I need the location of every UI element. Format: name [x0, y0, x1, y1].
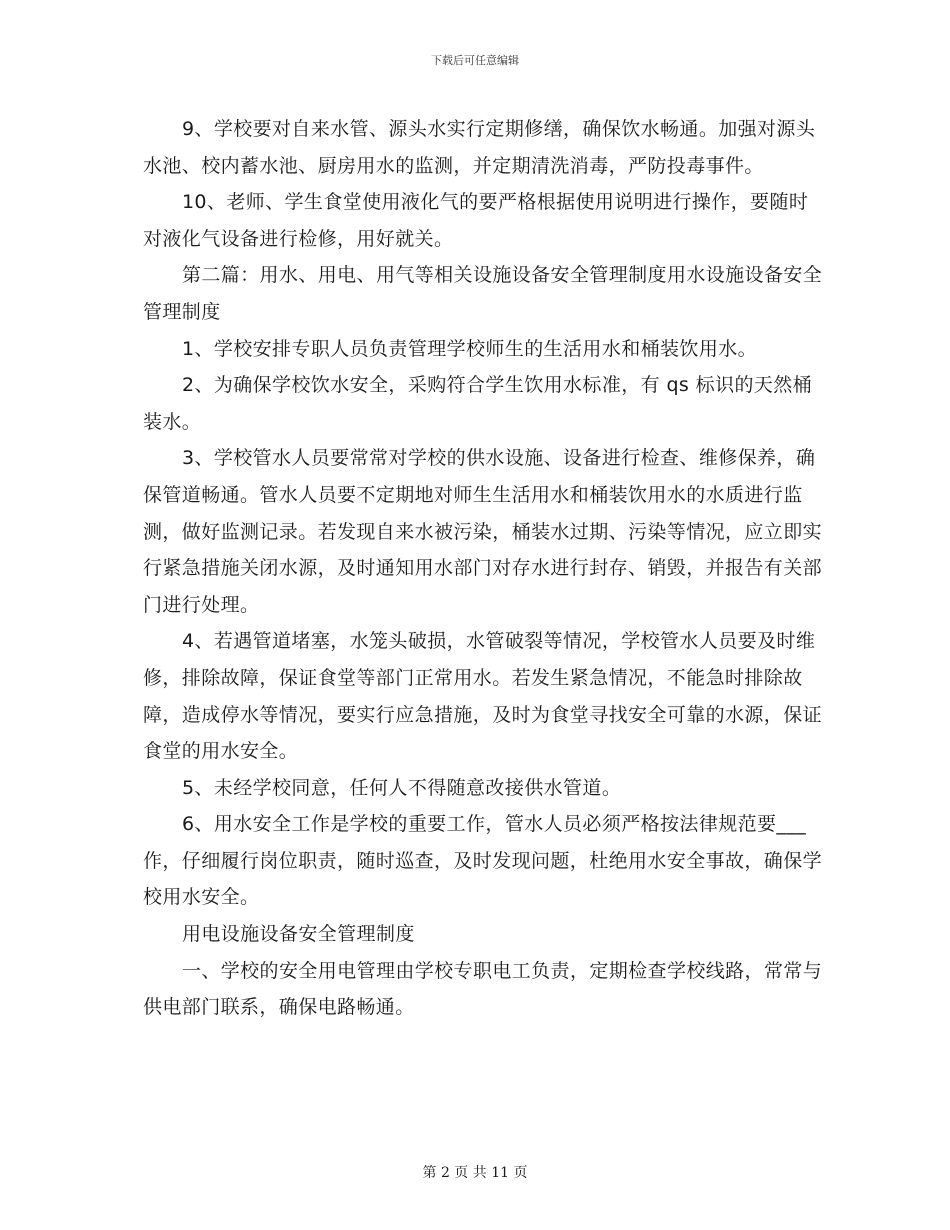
paragraph-water-1: 1、学校安排专职人员负责管理学校师生的生活用水和桶装饮用水。: [181, 337, 758, 360]
page-number: 第 2 页 共 11 页: [422, 1165, 528, 1181]
page-header-note: 下载后可任意编辑: [431, 54, 519, 67]
paragraph-water-6: 6、用水安全工作是学校的重要工作，管水人员必须严格按法律规范要___作，仔细履行岗位职责，随时巡查，及时发现问题，杜绝用水安全事故，确保学校用水安全。: [143, 813, 823, 909]
paragraph-water-2: 2、为确保学校饮水安全，采购符合学生饮用水标准，有 qs 标识的天然桶装水。: [143, 374, 813, 433]
section-heading-electricity: 用电设施设备安全管理制度: [181, 923, 415, 946]
section-heading-part-two: 第二篇：用水、用电、用气等相关设施设备安全管理制度用水设施设备安全管理制度: [143, 264, 823, 323]
paragraph-item-10: 10、老师、学生食堂使用液化气的要严格根据使用说明进行操作，要随时对液化气设备进行检修，用好就关。: [143, 191, 809, 250]
paragraph-item-9: 9、学校要对自来水管、源头水实行定期修缮，确保饮水畅通。加强对源头水池、校内蓄水池、厨房用水的监测，并定期清洗消毒，严防投毒事件。: [143, 118, 816, 177]
paragraph-electricity-1: 一、学校的安全用电管理由学校专职电工负责，定期检查学校线路，常常与供电部门联系，确保电路畅通。: [143, 959, 823, 1019]
paragraph-water-5: 5、未经学校同意，任何人不得随意改接供水管道。: [181, 776, 622, 799]
document-body: [143, 111, 823, 1026]
paragraph-water-3: 3、学校管水人员要常常对学校的供水设施、设备进行检查、维修保养，确保管道畅通。管水人员要不定期地对师生生活用水和桶装饮用水的水质进行监测，做好监测记录。若发现自来水被污染，桶装水过期、污染等情况，应立即实行紧急措施关闭水源，及时通知用水部门对存水进行封存、销毁，并报告有关部门进行处理。: [143, 447, 823, 616]
paragraph-water-4: 4、若遇管道堵塞，水笼头破损，水管破裂等情况，学校管水人员要及时维修，排除故障，保证食堂等部门正常用水。若发生紧急情况，不能急时排除故障，造成停水等情况，要实行应急措施，及时为食堂寻找安全可靠的水源，保证食堂的用水安全。: [143, 630, 823, 763]
